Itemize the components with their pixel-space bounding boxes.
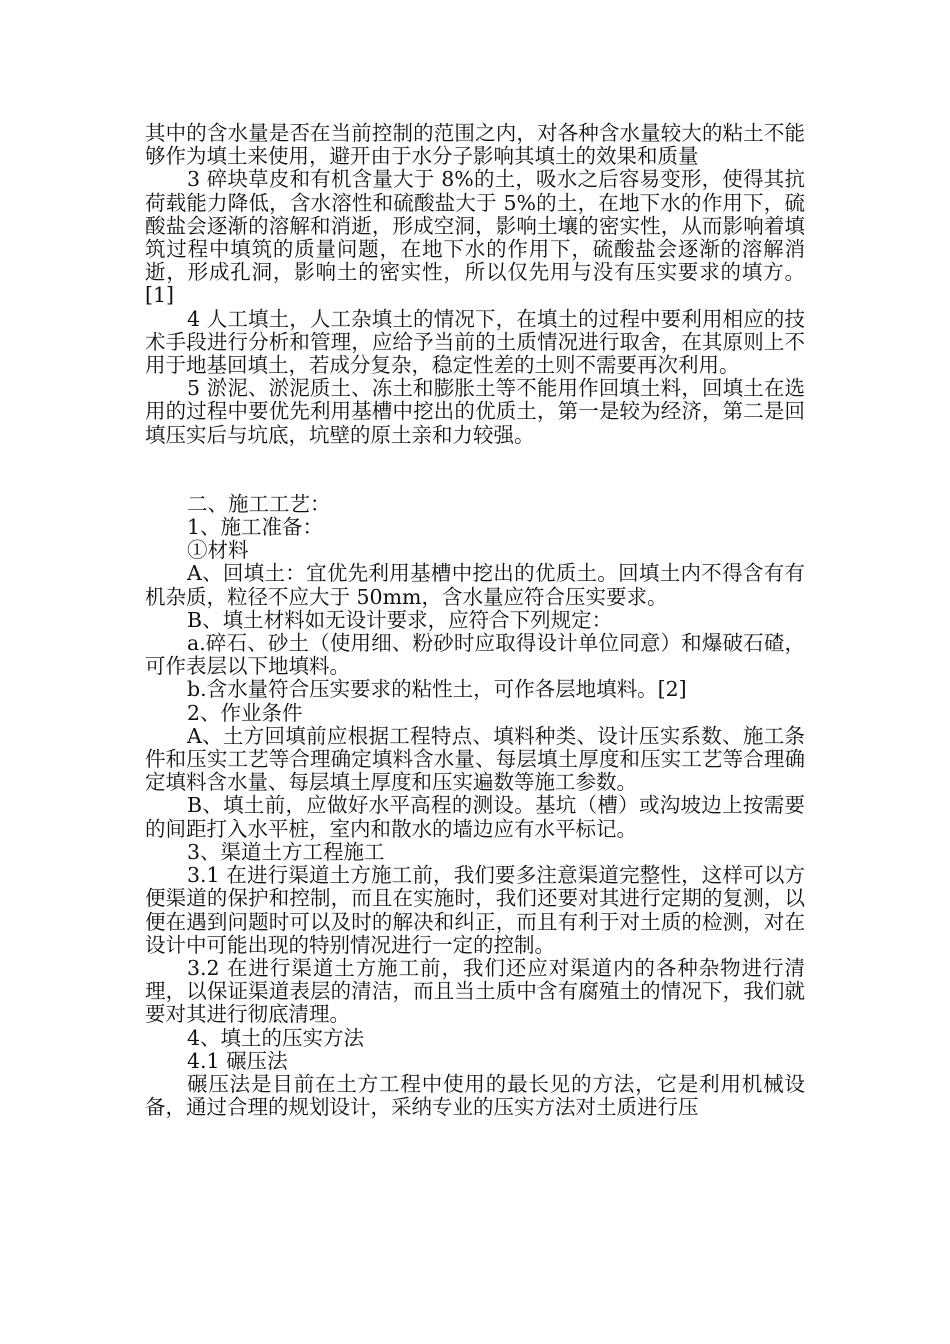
- subheading-preparation: 1、施工准备：: [187, 515, 324, 540]
- paragraph-item-4-artificial-fill: 4 人工填土，人工杂填土的情况下，在填土的过程中要利用相应的技术手段进行分析和管理，应给予当前的土质情况进行取舍，在其原则上不用于地基回填土，若成分复杂，稳定性差的土则不需要再次利用。: [145, 306, 805, 378]
- paragraph-item-3-turf-organic: 3 碎块草皮和有机含量大于 8%的土，吸水之后容易变形，使得其抗荷载能力降低，含水溶性和硫酸盐大于 5%的土，在地下水的作用下，硫酸盐会逐渐的溶解和消逝，形成空洞，影响土壤的密实性，从而影响着填筑过程中填筑的质量问题，在地下水的作用下，硫酸盐会逐渐的溶解消逝，形成孔洞，影响土的密实性，所以仅先用与没有压实要求的填方。[1]: [145, 167, 805, 308]
- paragraph-condition-a-parameters: A、土方回填前应根据工程特点、填料种类、设计压实系数、施工条件和压实工艺等合理确定填料含水量、每层填土厚度和压实工艺等合理确定填料含水量、每层填土厚度和压实遍数等施工参数。: [145, 723, 805, 795]
- paragraph-fill-material-rules: B、填土材料如无设计要求，应符合下列规定：: [187, 607, 613, 632]
- paragraph-channel-3-2: 3.2 在进行渠道土方施工前，我们还应对渠道内的各种杂物进行清理，以保证渠道表层的清洁，而且当土质中含有腐殖土的情况下，我们就要对其进行彻底清理。: [145, 955, 805, 1027]
- subheading-work-conditions: 2、作业条件: [187, 700, 303, 725]
- paragraph-rolling-method: 碾压法是目前在土方工程中使用的最长见的方法，它是利用机械设备，通过合理的规划设计，采纳专业的压实方法对土质进行压: [145, 1071, 805, 1120]
- paragraph-item-5-silt-frozen-soil: 5 淤泥、淤泥质土、冻土和膨胀土等不能用作回填土料，回填土在选用的过程中要优先利用基槽中挖出的优质土，第一是较为经济，第二是回填压实后与坑底，坑壁的原土亲和力较强。: [145, 376, 805, 447]
- paragraph-moisture-continuation: 其中的含水量是否在当前控制的范围之内，对各种含水量较大的粘土不能够作为填土来使用，避开由于水分子影响其填土的效果和质量: [145, 121, 805, 169]
- document-body: [145, 122, 805, 1119]
- subheading-compaction-methods: 4、填土的压实方法: [187, 1025, 365, 1050]
- paragraph-backfill-soil: A、回填土：宜优先利用基槽中挖出的优质土。回填土内不得含有有机杂质，粒径不应大于 50mm，含水量应符合压实要求。: [145, 561, 805, 609]
- paragraph-rule-b-clay: b.含水量符合压实要求的粘性土，可作各层地填料。[2]: [187, 677, 687, 702]
- paragraph-rule-a-gravel-sand: a.碎石、砂土（使用细、粉砂时应取得设计单位同意）和爆破石碴，可作表层以下地填料。: [145, 631, 805, 679]
- section-heading-construction-process: 二、施工工艺：: [187, 491, 331, 516]
- subheading-channel-earthwork: 3、渠道土方工程施工: [187, 839, 385, 864]
- subheading-rolling-method: 4.1 碾压法: [187, 1048, 288, 1073]
- paragraph-spacer: [145, 447, 805, 493]
- paragraph-condition-b-elevation: B、填土前，应做好水平高程的测设。基坑（槽）或沟坡边上按需要的间距打入水平桩，室内和散水的墙边应有水平标记。: [145, 793, 805, 841]
- paragraph-channel-3-1: 3.1 在进行渠道土方施工前，我们要多注意渠道完整性，这样可以方便渠道的保护和控制，而且在实施时，我们还要对其进行定期的复测，以便在遇到问题时可以及时的解决和纠正，而且有利于对土质的检测，对在设计中可能出现的特别情况进行一定的控制。: [145, 863, 805, 957]
- subheading-materials: ①材料: [187, 538, 249, 563]
